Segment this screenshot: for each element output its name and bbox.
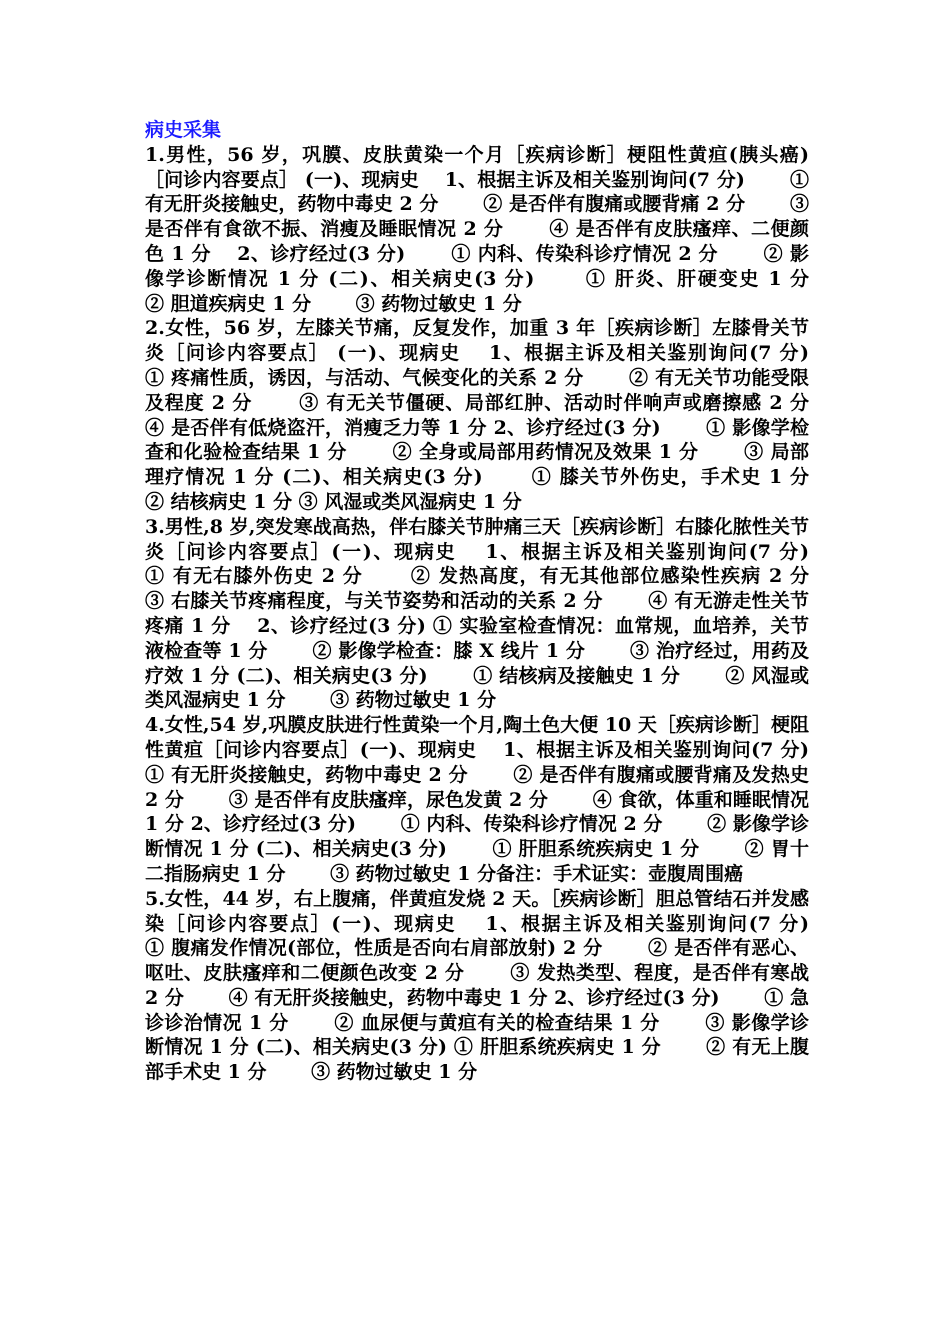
case-5-paragraph: 5.女性，44 岁，右上腹痛，伴黄疸发烧 2 天。［疾病诊断］胆总管结石并发感染［问诊内容要点］(一)、现病史 1、根据主诉及相关鉴别询问(7 分) ① 腹痛发作情况(部位，性质是否向右肩部放射) 2 分 ② 是否伴有恶心、呕吐、皮肤瘙痒和二便颜色改变 2 分 ③ 发热类型、程度，是否伴有寒战 2 分 ④ 有无肝炎接触史，药物中毒史 1 分 2、诊疗经过(3 分) ① 急诊诊治情况 1 分 ② 血尿便与黄疸有关的检查结果 1 分 ③ 影像学诊断情况 1 分 (二)、相关病史(3 分) ① 肝胆系统疾病史 1 分 ② 有无上腹部手术史 1 分 ③ 药物过敏史 1 分 [145, 887, 854, 1084]
case-2-paragraph: 2.女性，56 岁，左膝关节痛，反复发作，加重 3 年［疾病诊断］左膝骨关节炎［问诊内容要点］ (一)、现病史 1、根据主诉及相关鉴别询问(7 分) ① 疼痛性质，诱因，与活动、气候变化的关系 2 分 ② 有无关节功能受限及程度 2 分 ③ 有无关节僵硬、局部红肿、活动时伴响声或磨擦感 2 分 ④ 是否伴有低烧盗汗，消瘦乏力等 1 分 2、诊疗经过(3 分) ① 影像学检查和化验检查结果 1 分 ② 全身或局部用药情况及效果 1 分 ③ 局部理疗情况 1 分 (二)、相关病史(3 分) ① 膝关节外伤史，手术史 1 分 ② 结核病史 1 分 ③ 风湿或类风湿病史 1 分 [145, 317, 854, 513]
document-page [145, 118, 854, 1085]
case-3-paragraph: 3.男性,8 岁,突发寒战高热，伴右膝关节肿痛三天［疾病诊断］右膝化脓性关节炎［问诊内容要点］(一)、现病史 1、根据主诉及相关鉴别询问(7 分) ① 有无右膝外伤史 2 分 ② 发热高度，有无其他部位感染性疾病 2 分 ③ 右膝关节疼痛程度，与关节姿势和活动的关系 2 分 ④ 有无游走性关节疼痛 1 分 2、诊疗经过(3 分) ① 实验室检查情况：血常规，血培养，关节液检查等 1 分 ② 影像学检查：膝 X 线片 1 分 ③ 治疗经过，用药及疗效 1 分 (二)、相关病史(3 分) ① 结核病及接触史 1 分 ② 风湿或类风湿病史 1 分 ③ 药物过敏史 1 分 [145, 515, 854, 712]
case-4-paragraph: 4.女性,54 岁,巩膜皮肤进行性黄染一个月,陶土色大便 10 天［疾病诊断］梗阻性黄疸［问诊内容要点］(一)、现病史 1、根据主诉及相关鉴别询问(7 分) ① 有无肝炎接触史，药物中毒史 2 分 ② 是否伴有腹痛或腰背痛及发热史 2 分 ③ 是否伴有皮肤瘙痒，尿色发黄 2 分 ④ 食欲，体重和睡眠情况 1 分 2、诊疗经过(3 分) ① 内科、传染科诊疗情况 2 分 ② 影像学诊断情况 1 分 (二)、相关病史(3 分) ① 肝胆系统疾病史 1 分 ② 胃十二指肠病史 1 分 ③ 药物过敏史 1 分备注：手术证实：壶腹周围癌 [145, 714, 854, 885]
case-1-paragraph: 1.男性，56 岁，巩膜、皮肤黄染一个月［疾病诊断］梗阻性黄疸(胰头癌) ［问诊内容要点］ (一)、现病史 1、根据主诉及相关鉴别询问(7 分) ① 有无肝炎接触史，药物中毒史 2 分 ② 是否伴有腹痛或腰背痛 2 分 ③ 是否伴有食欲不振、消瘦及睡眠情况 2 分 ④ 是否伴有皮肤瘙痒、二便颜色 1 分 2、诊疗经过(3 分) ① 内科、传染科诊疗情况 2 分 ② 影像学诊断情况 1 分 (二)、相关病史(3 分) ① 肝炎、肝硬变史 1 分 ② 胆道疾病史 1 分 ③ 药物过敏史 1 分 [145, 143, 854, 315]
document-title: 病史采集 [145, 119, 222, 141]
